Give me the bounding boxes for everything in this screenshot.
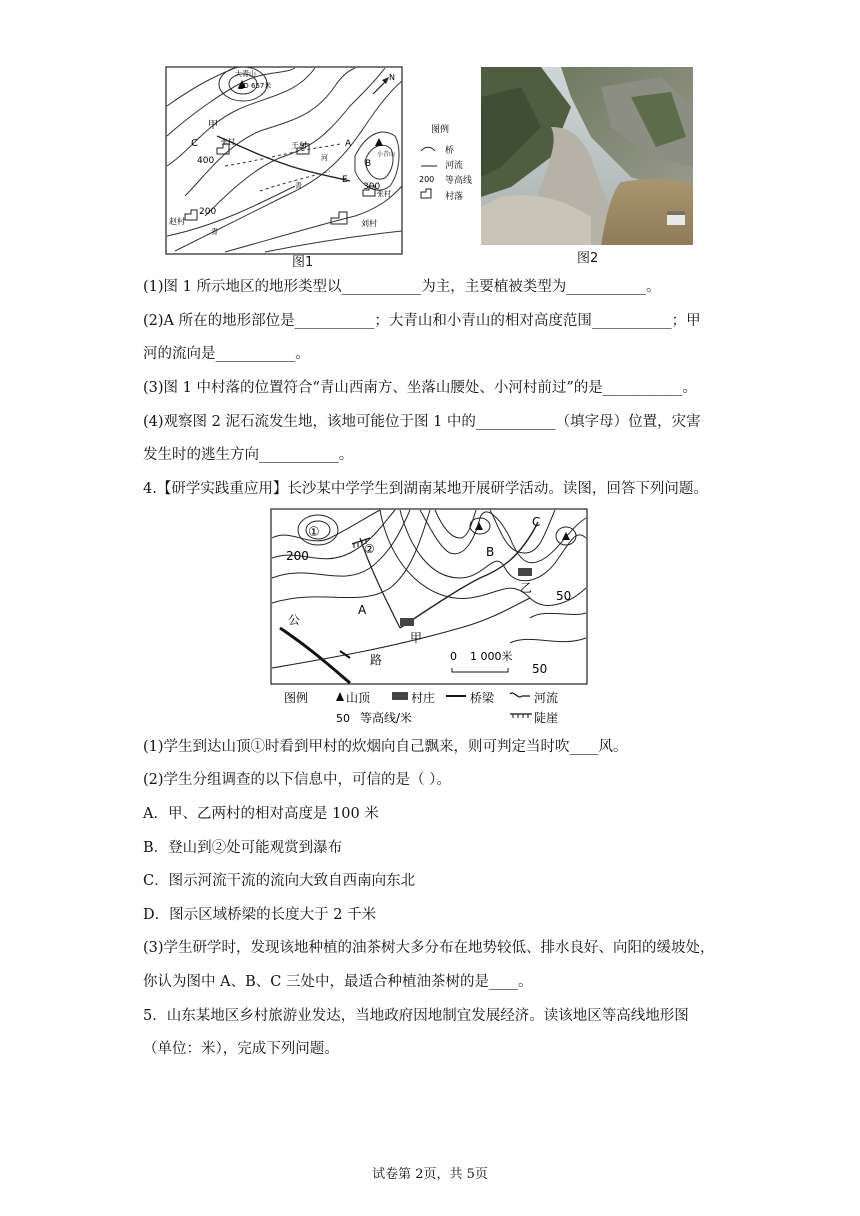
fig1-label-small-mountain: 小青山 [377, 151, 396, 158]
q4-legend-contour: 等高线/米 [360, 711, 413, 725]
q4-map-c50a: 50 [556, 589, 572, 603]
q5-line2: （单位：米），完成下列问题。 [143, 1041, 339, 1057]
q4-option-d: D．图示区域桥梁的长度大于 2 千米 [143, 907, 377, 923]
q4-legend-title: 图例 [284, 691, 309, 705]
q4-legend-bridge: 桥梁 [470, 691, 495, 705]
q4-option-c: C．图示河流干流的流向大致自西南向东北 [143, 873, 416, 889]
fig1-label-e300: 300 [363, 182, 381, 192]
figure2-photo [481, 67, 693, 245]
fig1-label-zhangcun-right: 张村 [377, 190, 391, 198]
figure2-caption: 图2 [577, 251, 599, 266]
q4-map-jia: 甲 [410, 631, 423, 645]
q4-map-c200: 200 [286, 549, 309, 563]
q4-legend-village: 村庄 [411, 691, 436, 705]
q4-map-gong: 公 [288, 613, 301, 627]
fig1-label-b: B [365, 159, 372, 169]
q4-legend-peak: 山顶 [346, 691, 371, 705]
fig1-legend-river: 河流 [445, 161, 464, 171]
q5-line1: 5．山东某地区乡村旅游业发达，当地政府因地制宜发展经济。读该地区等高线地形图 [143, 1008, 689, 1024]
fig1-label-c400: 400 [197, 156, 215, 166]
fig1-label-qing1: 青 [295, 182, 302, 190]
q4-map-peak1: ① [308, 525, 320, 540]
q4-map-lu: 路 [370, 653, 383, 667]
fig1-legend-bridge: 桥 [445, 146, 455, 156]
q4-part1: (1)学生到达山顶①时看到甲村的炊烟向自己飘来，则可判定当时吹____风。 [143, 739, 628, 755]
fig1-label-c: C [191, 138, 198, 149]
q4-map-c50b: 50 [532, 662, 548, 676]
fig1-label-d-height: ▲D 657米 [238, 82, 272, 90]
fig1-label-a: A [345, 139, 352, 149]
q4-map-a: A [358, 603, 367, 617]
q4-map-scale-text: 1 000米 [470, 650, 513, 663]
q3-part2-line1: (2)A 所在的地形部位是___________；大青山和小青山的相对高度范围___________；甲 [143, 313, 701, 329]
fig1-legend-title: 图例 [431, 125, 450, 135]
q4-map-scale-zero: 0 [450, 650, 457, 663]
fig1-label-zhaocun: 赵村 [169, 217, 185, 226]
q3-part3: (3)图 1 中村落的位置符合“青山西南方、坐落山腰处、小河村前过”的是___________。 [143, 380, 698, 396]
fig1-legend-contour-value: 200 [419, 175, 435, 184]
q3-part4-line1: (4)观察图 2 泥石流发生地，该地可能位于图 1 中的___________（填字母）位置，灾害 [143, 414, 701, 430]
figure1-map [165, 66, 481, 256]
fig1-label-liucun: 刘村 [361, 219, 377, 228]
q3-part2-line2: 河的流向是___________。 [143, 346, 310, 362]
q3-part1: (1)图 1 所示地区的地形类型以___________为主，主要植被类型为___________。 [143, 279, 661, 295]
fig1-label-c200: 200 [199, 207, 217, 217]
fig1-label-north: N [389, 73, 395, 82]
fig1-label-zhangcun-left: 张村 [221, 138, 235, 146]
q4-title: 4.【研学实践重应用】长沙某中学学生到湖南某地开展研学活动。读图，回答下列问题。 [143, 481, 708, 497]
fig1-label-jia: 甲 [208, 120, 218, 131]
q4-part3-line1: (3)学生研学时，发现该地种植的油茶树大多分布在地势较低、排水良好、向阳的缓坡处， [143, 940, 715, 956]
q4-map-point2: ② [364, 542, 375, 556]
fig1-label-river: 河 [321, 154, 328, 162]
q4-map-b: B [486, 545, 495, 559]
q4-map-yi: 乙 [520, 581, 533, 595]
q4-part2: (2)学生分组调查的以下信息中，可信的是（ ）。 [143, 772, 451, 788]
fig1-legend-village: 村落 [445, 192, 464, 202]
fig1-label-wangcun: 王村 [291, 141, 307, 150]
q4-part3-line2: 你认为图中 A、B、C 三处中，最适合种植油茶树的是____。 [143, 974, 533, 990]
q4-legend-river: 河流 [534, 691, 559, 705]
fig1-label-big-mountain: 大青山 [235, 70, 256, 78]
fig1-label-qing2: 青 [211, 228, 218, 236]
q4-legend-cliff: 陡崖 [534, 711, 559, 725]
q3-part4-line2: 发生时的逃生方向___________。 [143, 447, 354, 463]
page-footer: 试卷第 2页，共 5页 [372, 1167, 488, 1182]
fig1-legend-contour: 等高线 [445, 176, 473, 186]
fig1-label-e: E [342, 175, 348, 185]
figure1-caption: 图1 [292, 255, 314, 270]
q4-map [270, 508, 590, 728]
q4-option-a: A．甲、乙两村的相对高度是 100 米 [143, 806, 379, 822]
q4-option-b: B．登山到②处可能观赏到瀑布 [143, 840, 343, 856]
q4-map-c: C [532, 515, 541, 529]
q4-legend-contour-value: 50 [336, 712, 350, 725]
